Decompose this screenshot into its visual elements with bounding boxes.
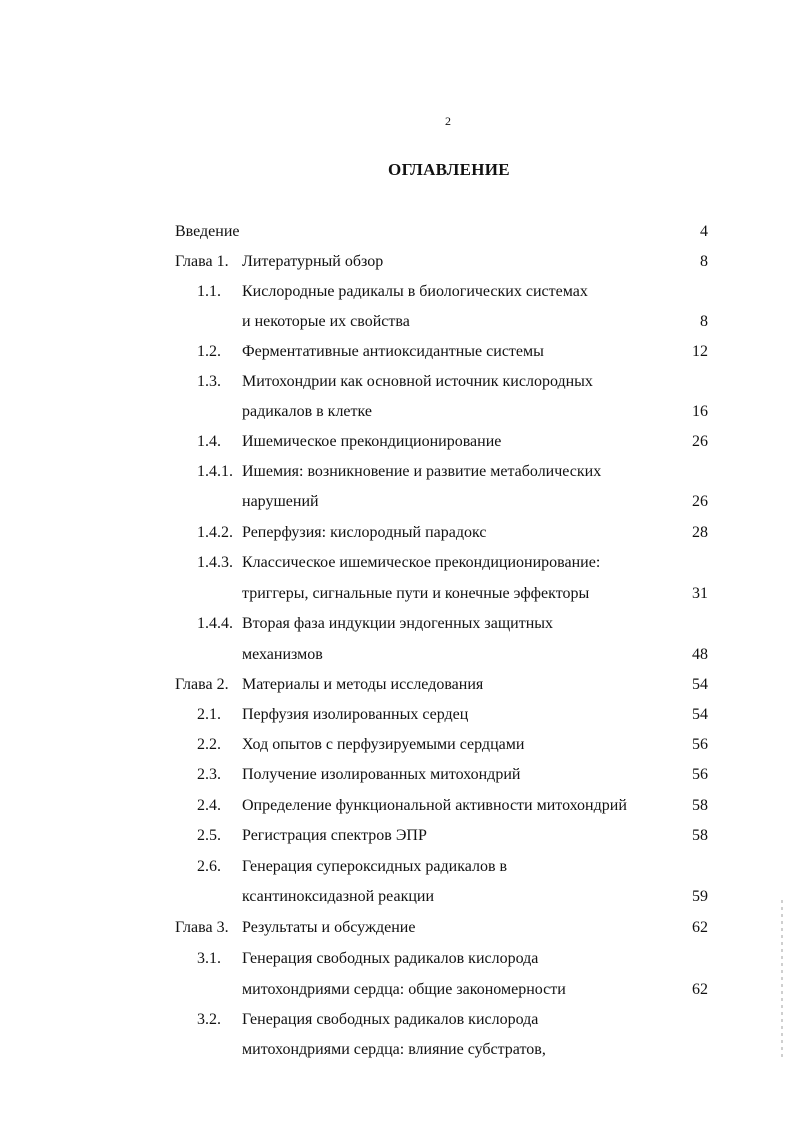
toc-entry-number: 1.4.4. [197,615,233,632]
toc-entry-text: Литературный обзор [242,253,384,270]
toc-entry-number: Глава 2. [175,676,229,693]
toc-entry-text: Ишемия: возникновение и развитие метаболических [242,463,602,480]
toc-entry-number: 3.1. [197,950,221,967]
toc-entry-text: Кислородные радикалы в биологических системах [242,283,588,300]
toc-entry-text: механизмов [242,646,323,663]
toc-entry-page: 8 [700,313,708,330]
toc-entry[interactable] [0,460,793,484]
toc-entry-text: Генерация свободных радикалов кислорода [242,1011,539,1028]
toc-entry-text: Определение функциональной активности митохондрий [242,797,627,814]
toc-entry-page: 31 [692,585,708,602]
toc-entry[interactable] [0,733,793,757]
toc-entry-text: Генерация супероксидных радикалов в [242,858,508,875]
toc-entry[interactable] [0,824,793,848]
toc-entry-page: 58 [692,827,708,844]
toc-entry-text: Ишемическое прекондиционирование [242,433,502,450]
toc-entry-continuation[interactable] [0,1038,793,1062]
toc-entry-continuation[interactable] [0,978,793,1002]
toc-entry-text: и некоторые их свойства [242,313,410,330]
toc-entry-text: радикалов в клетке [242,403,372,420]
page-number: 2 [445,114,451,128]
toc-entry-number: 1.4.3. [197,554,233,571]
toc-entry-number: 3.2. [197,1011,221,1028]
toc-entry-text: триггеры, сигнальные пути и конечные эффекторы [242,585,590,602]
toc-entry-number: 2.6. [197,858,221,875]
toc-entry-number: 1.1. [197,283,221,300]
toc-entry-text: Перфузия изолированных сердец [242,706,469,723]
toc-entry-text: Классическое ишемическое прекондиционирование: [242,554,601,571]
toc-entry-page: 62 [692,919,708,936]
toc-entry[interactable] [0,612,793,636]
toc-entry-text: митохондриями сердца: влияние субстратов, [242,1041,546,1058]
toc-entry-text: Вторая фаза индукции эндогенных защитных [242,615,554,632]
toc-entry[interactable] [0,250,793,274]
toc-entry-number: 1.4.2. [197,524,233,541]
toc-entry-page: 4 [700,223,708,240]
toc-entry-number: 2.2. [197,736,221,753]
toc-entry-page: 26 [692,493,708,510]
toc-entry[interactable] [0,280,793,304]
toc-entry-text: митохондриями сердца: общие закономерности [242,981,566,998]
toc-entry-continuation[interactable] [0,490,793,514]
toc-entry-number: 1.4.1. [197,463,233,480]
toc-entry-text: Митохондрии как основной источник кислородных [242,373,593,390]
toc-entry-page: 62 [692,981,708,998]
toc-entry-text: ксантиноксидазной реакции [242,888,435,905]
page-title: ОГЛАВЛЕНИЕ [388,160,510,179]
scan-edge-artifact [781,900,783,1060]
toc-entry[interactable] [0,855,793,879]
toc-entry-page: 48 [692,646,708,663]
toc-entry-number: 2.5. [197,827,221,844]
toc-entry[interactable] [0,703,793,727]
toc-entry-text: Ход опытов с перфузируемыми сердцами [242,736,525,753]
toc-entry-text: нарушений [242,493,319,510]
toc-entry[interactable] [0,947,793,971]
toc-entry[interactable] [0,551,793,575]
toc-entry[interactable] [0,521,793,545]
toc-entry-text: Результаты и обсуждение [242,919,416,936]
toc-entry-page: 58 [692,797,708,814]
toc-entry-continuation[interactable] [0,582,793,606]
toc-entry-number: Глава 1. [175,253,229,270]
toc-entry-page: 16 [692,403,708,420]
toc-entry[interactable] [0,220,793,244]
toc-entry-number: 2.1. [197,706,221,723]
toc-entry[interactable] [0,1008,793,1032]
toc-entry[interactable] [0,916,793,940]
toc-entry[interactable] [0,430,793,454]
toc-entry-page: 54 [692,706,708,723]
toc-entry-continuation[interactable] [0,643,793,667]
toc-entry-text: Материалы и методы исследования [242,676,484,693]
toc-entry-page: 26 [692,433,708,450]
toc-entry-number: 1.2. [197,343,221,360]
toc-entry-text: Введение [175,223,240,240]
toc-entry-number: 2.3. [197,766,221,783]
toc-entry[interactable] [0,370,793,394]
toc-entry[interactable] [0,763,793,787]
toc-entry-page: 56 [692,736,708,753]
toc-entry-continuation[interactable] [0,885,793,909]
toc-entry-text: Реперфузия: кислородный парадокс [242,524,487,541]
toc-entry-text: Получение изолированных митохондрий [242,766,521,783]
toc-entry-page: 59 [692,888,708,905]
toc-entry-number: 2.4. [197,797,221,814]
toc-entry-text: Генерация свободных радикалов кислорода [242,950,539,967]
toc-entry-text: Ферментативные антиоксидантные системы [242,343,544,360]
toc-entry-page: 56 [692,766,708,783]
toc-entry-text: Регистрация спектров ЭПР [242,827,427,844]
toc-entry-page: 12 [692,343,708,360]
toc-entry-number: 1.3. [197,373,221,390]
toc-entry-page: 8 [700,253,708,270]
toc-entry-number: 1.4. [197,433,221,450]
toc-entry[interactable] [0,340,793,364]
toc-entry-continuation[interactable] [0,310,793,334]
toc-entry-page: 54 [692,676,708,693]
toc-entry[interactable] [0,794,793,818]
toc-entry-continuation[interactable] [0,400,793,424]
toc-entry-number: Глава 3. [175,919,229,936]
toc-entry[interactable] [0,673,793,697]
toc-entry-page: 28 [692,524,708,541]
